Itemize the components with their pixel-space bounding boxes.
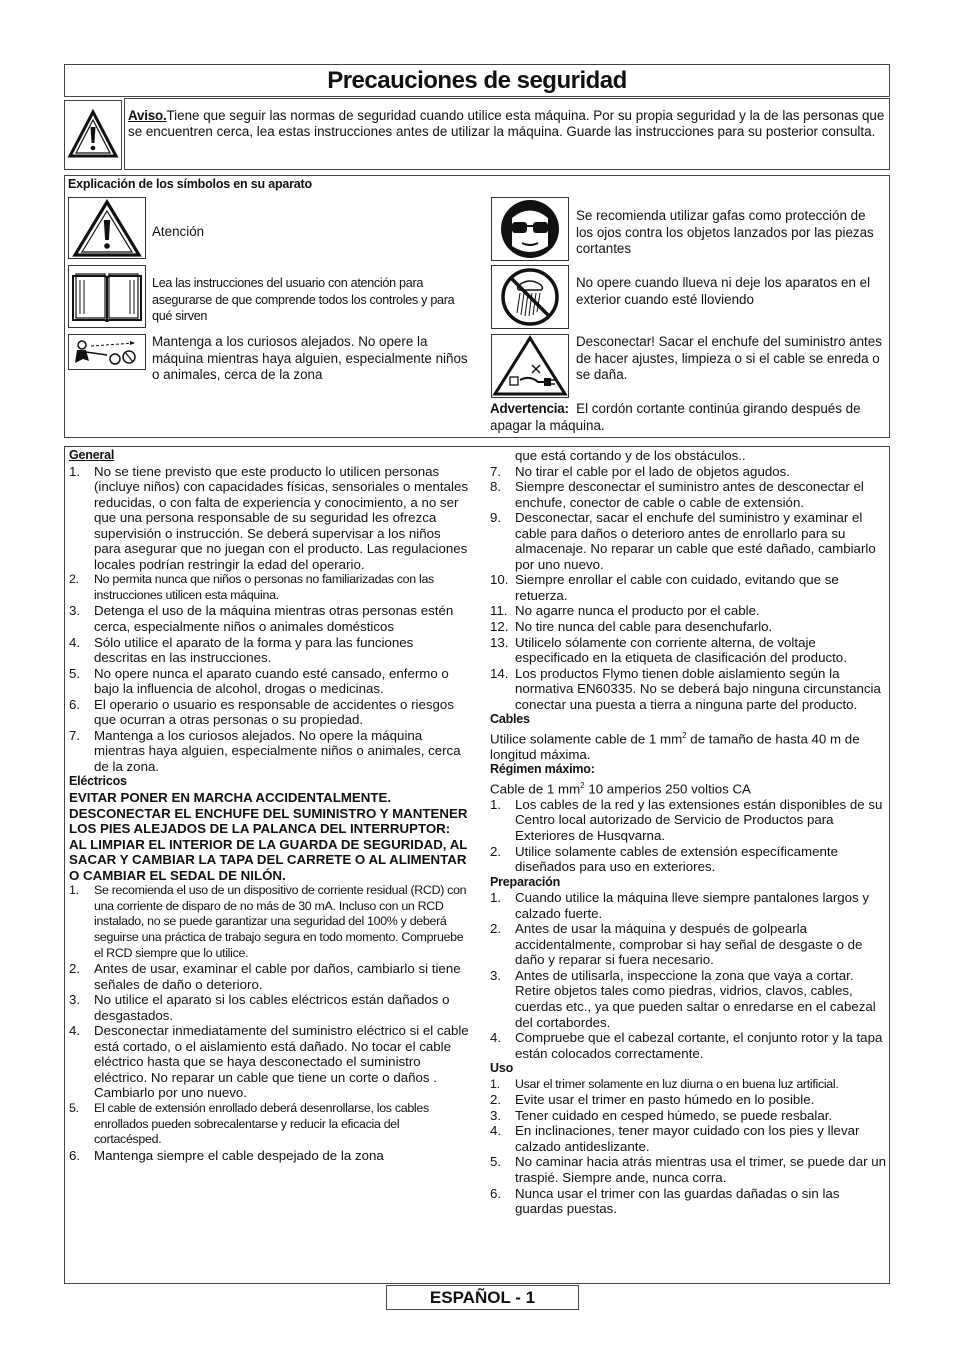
list-item: 6. Nunca usar el trimer con las guardas dañadas o sin las guardas puestas. (490, 1185, 840, 1217)
symbols-title: Explicación de los símbolos en su aparato (68, 177, 312, 191)
electricos-heading: Eléctricos (69, 774, 127, 789)
rules-right-column (490, 448, 890, 1217)
electricos-warning-caps: EVITAR PONER EN MARCHA ACCIDENTALMENTE. DESCONECTAR EL ENCHUFE DEL SUMINISTRO Y MANTENER LOS PIES ALEJADOS DE LA PALANCA DEL INTERRUPTOR: AL LIMPIAR EL INTERIOR DE LA GUARDA DE SEGURIDAD, AL SACAR Y CAMBIAR LA TAPA DEL CARRETE O AL ALIMENTAR O CAMBIAR EL SEDAL DE NILÓN. (69, 790, 468, 883)
unplug-warning-icon (492, 335, 568, 397)
list-item: 12. No tire nunca del cable para desenchufarlo. (490, 619, 773, 635)
list-item: 5. No caminar hacia atrás mientras usa el trimer, se puede dar un traspié. Siempre ande, nunca corra. (490, 1154, 887, 1185)
list-item: 7. No tirar el cable por el lado de objetos agudos. (490, 463, 790, 479)
advertencia-text: El cordón cortante continúa girando después de apagar la máquina. (490, 401, 861, 433)
advertencia-label: Advertencia: (490, 401, 569, 416)
list-item: 4. Compruebe que el cabezal cortante, el conjunto rotor y la tapa están colocados correctamente. (490, 1030, 883, 1061)
list-item: 14. Los productos Flymo tienen doble aislamiento según la normativa EN60335. No se deberá bajo ninguna circunstancia conectar una puesta a tierra a ninguna parte del producto. (490, 665, 881, 712)
notice-box (124, 98, 890, 170)
list-item: 1. No se tiene previsto que este producto lo utilicen personas (incluye niños) con capacidades físicas, sensoriales o mentales reducidas, o con falta de experiencia y conocimiento, a no ser que una persona responsable de su seguridad les ofrezca supervisión o instrucción. Se deberá supervisar a los niños para asegurar que no juegan con el producto. Las regulaciones locales podrían restringir la edad del operario. (69, 463, 468, 572)
list-item: 2. Antes de usar, examinar el cable por daños, cambiarlo si tiene señales de daño o deterioro. (69, 961, 461, 992)
safety-goggles-icon (492, 198, 568, 260)
list-item: 3. Detenga el uso de la máquina mientras otras personas estén cerca, especialmente niños o animales domésticos (69, 603, 454, 635)
list-item: 1. Los cables de la red y las extensiones están disponibles de su Centro local autorizado de Servicio de Productos para Exteriores de Husqvarna. (490, 796, 883, 843)
general-heading: General (69, 448, 115, 462)
keep-bystanders-away-icon (69, 335, 145, 369)
list-item-continuation: que está cortando y de los obstáculos.. (515, 448, 746, 463)
symbol-manual-box (68, 265, 146, 328)
regimen-heading: Régimen máximo: (490, 762, 595, 777)
list-item: 5. El cable de extensión enrollado deberá desenrollarse, los cables enrollados pueden sobrecalentarse y reducir la eficacia del cortacésped. (69, 1100, 429, 1147)
symbol-text: Lea las instrucciones del usuario con atención para asegurarse de que comprende todos los controles y para qué sirven (152, 276, 455, 323)
warning-triangle-icon (69, 198, 145, 258)
list-item: 5. No opere nunca el aparato cuando esté cansado, enfermo o bajo la influencia de alcohol, drogas o medicinas. (69, 665, 449, 697)
cables-text: Utilice solamente cable de 1 $mm^2$ de tamaño de hasta 40 m de longitud máxima. (490, 730, 860, 762)
list-item: 13. Utilicelo sólamente con corriente alterna, de voltaje especificado en la etiqueta de clasificación del producto. (490, 634, 847, 666)
list-item: 6. Mantenga siempre el cable despejado de la zona (69, 1147, 384, 1163)
symbol-rain-box (491, 265, 569, 329)
list-item: 1. Cuando utilice la máquina lleve siempre pantalones largos y calzado fuerte. (490, 890, 870, 921)
cables-heading: Cables (490, 712, 530, 727)
symbol-text: No opere cuando llueva ni deje los aparatos en el exterior cuando esté lloviendo (576, 275, 871, 307)
notice-text: Tiene que seguir las normas de seguridad cuando utilice esta máquina. Por su propia seguridad y la de las personas que se encuentren cerca, lea estas instrucciones antes de utilizar la máquina. Guarde las instrucciones para su posterior consulta. (128, 108, 885, 139)
notice-label: Aviso. (128, 108, 167, 123)
symbol-bystanders-box (68, 334, 146, 370)
symbol-text: Desconectar! Sacar el enchufe del suministro antes de hacer ajustes, limpieza o si el cable se enreda o se daña. (576, 334, 882, 382)
symbol-text: Atención (152, 224, 205, 239)
list-item: 9. Desconectar, sacar el enchufe del suministro y examinar el cable para daños o deterioro antes de enrollarlo para su almacenaje. No reparar un cable que esté dañado, cambiarlo por uno nuevo. (490, 510, 876, 572)
list-item: 4. Sólo utilice el aparato de la forma y para las funciones descritas en las instrucciones. (69, 634, 414, 666)
list-item: 10. Siempre enrollar el cable con cuidado, evitando que se retuerza. (490, 572, 839, 603)
list-item: 2. No permita nunca que niños o personas no familiarizadas con las instrucciones utilicen esta máquina. (69, 572, 434, 602)
regimen-text: Cable de 1 $mm^2$ 10 amperios 250 voltios CA (490, 780, 751, 797)
safety-rules-box (64, 446, 890, 1284)
list-item: 3. Tener cuidado en cesped húmedo, se puede resbalar. (490, 1107, 833, 1123)
list-item: 3. No utilice el aparato si los cables eléctricos están dañados o desgastados. (69, 992, 450, 1023)
list-item: 4. Desconectar inmediatamente del suministro eléctrico si el cable está cortado, o el aislamiento está dañado. No tocar el cable eléctrico hasta que se haya desconectado el suministro eléctrico. No reparar un cable que tiene un corte o daños . Cambiarlo por uno nuevo. (69, 1023, 469, 1101)
list-item: 7. Mantenga a los curiosos alejados. No opere la máquina mientras haya alguien, especialmente niños o animales, cerca de la zona. (69, 727, 461, 774)
symbol-goggles-box (491, 197, 569, 261)
symbol-text: Mantenga a los curiosos alejados. No opere la máquina mientras haya alguien, especialmente niños o animales, cerca de la zona (152, 334, 468, 382)
list-item: 2. Antes de usar la máquina y después de golpearla accidentalmente, comprobar si hay señal de desgaste o de daño y reparar si fuera necesario. (490, 921, 863, 968)
list-item: 3. Antes de utilisarla, inspeccione la zona que vaya a cortar. Retire objetos tales como piedras, vidrios, clavos, cables, cuerdas etc., ya que pueden saltar o enredarse en el cabezal del cortabordes. (490, 967, 876, 1030)
warning-triangle-icon (65, 101, 121, 169)
symbol-unplug-box (491, 334, 569, 398)
list-item: 2. Evite usar el trimer en pasto húmedo en lo posible. (490, 1092, 815, 1108)
list-item: 2. Utilice solamente cables de extensión específicamente diseñados para uso en exteriores. (490, 843, 838, 875)
page-title: Precauciones de seguridad (327, 67, 627, 94)
list-item: 4. En inclinaciones, tener mayor cuidado con los pies y llevar calzado antideslizante. (490, 1123, 860, 1154)
uso-heading: Uso (490, 1061, 514, 1076)
read-manual-book-icon (69, 266, 145, 327)
rules-left-column (69, 448, 469, 1163)
list-item: 1. Usar el trimer solamente en luz diurna o en buena luz artificial. (490, 1076, 839, 1091)
symbol-text: Se recomienda utilizar gafas como protección de los ojos contra los objetos lanzados por las piezas cortantes (576, 208, 874, 256)
list-item: 11. No agarre nunca el producto por el cable. (490, 603, 760, 619)
list-item: 1. Se recomienda el uso de un dispositivo de corriente residual (RCD) con una corriente de disparo de no más de 30 mA. Incluso con un RCD instalado, no se puede garantizar una seguridad del 100% y deberá seguirse una práctica de trabajo segura en todo momento. Compruebe el RCD siempre que lo utilice. (69, 883, 467, 960)
advertencia-note (490, 401, 885, 434)
page-footer-box (386, 1285, 579, 1310)
list-item: 6. El operario o usuario es responsable de accidentes o riesgos que ocurran a otras personas o su propiedad. (69, 696, 454, 728)
list-item: 8. Siempre desconectar el suministro antes de desconectar el enchufe, conector de cable o cable de extensión. (490, 479, 864, 510)
symbol-attention-box (68, 197, 146, 259)
notice-warning-icon-box (64, 100, 122, 170)
symbols-explanation-box (64, 175, 890, 438)
preparacion-heading: Preparación (490, 874, 561, 889)
no-rain-icon (492, 266, 568, 328)
page-footer-label: ESPAÑOL - 1 (429, 1288, 536, 1307)
title-box (64, 64, 890, 97)
